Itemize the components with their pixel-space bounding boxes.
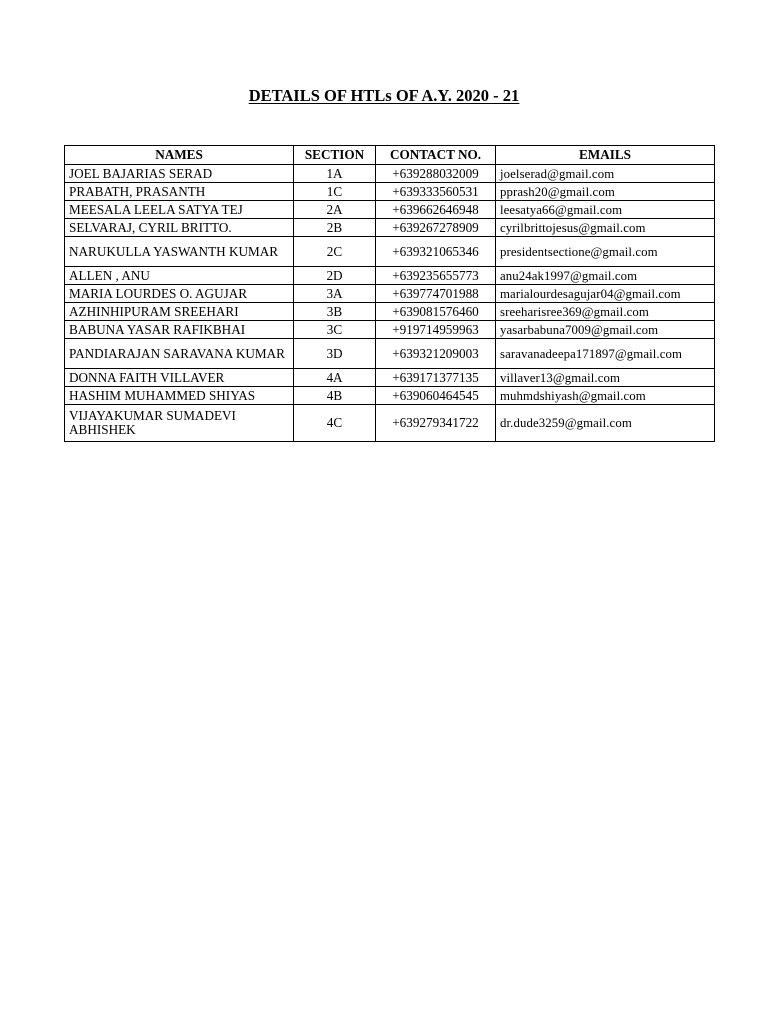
cell-contact: +639060464545 xyxy=(376,387,496,405)
table-row xyxy=(65,165,715,183)
cell-contact: +919714959963 xyxy=(376,321,496,339)
cell-contact: +639171377135 xyxy=(376,369,496,387)
cell-contact: +639279341722 xyxy=(376,405,496,442)
cell-email: muhmdshiyash@gmail.com xyxy=(496,387,715,405)
cell-email: anu24ak1997@gmail.com xyxy=(496,267,715,285)
cell-name: SELVARAJ, CYRIL BRITTO. xyxy=(65,219,294,237)
table-row xyxy=(65,219,715,237)
cell-contact: +639321065346 xyxy=(376,237,496,267)
cell-name: VIJAYAKUMAR SUMADEVI ABHISHEK xyxy=(65,405,294,442)
table-row xyxy=(65,405,715,442)
cell-section: 3B xyxy=(294,303,376,321)
cell-email: sreeharisree369@gmail.com xyxy=(496,303,715,321)
table-row xyxy=(65,183,715,201)
table-row xyxy=(65,201,715,219)
cell-email: yasarbabuna7009@gmail.com xyxy=(496,321,715,339)
cell-name: DONNA FAITH VILLAVER xyxy=(65,369,294,387)
cell-section: 3C xyxy=(294,321,376,339)
cell-email: joelserad@gmail.com xyxy=(496,165,715,183)
cell-name: BABUNA YASAR RAFIKBHAI xyxy=(65,321,294,339)
cell-contact: +639774701988 xyxy=(376,285,496,303)
table-row xyxy=(65,237,715,267)
table-row xyxy=(65,339,715,369)
cell-name: PANDIARAJAN SARAVANA KUMAR xyxy=(65,339,294,369)
table-row xyxy=(65,387,715,405)
cell-email: presidentsectione@gmail.com xyxy=(496,237,715,267)
table-row xyxy=(65,369,715,387)
cell-section: 3A xyxy=(294,285,376,303)
cell-section: 4C xyxy=(294,405,376,442)
cell-contact: +639235655773 xyxy=(376,267,496,285)
cell-email: saravanadeepa171897@gmail.com xyxy=(496,339,715,369)
header-section: SECTION xyxy=(294,146,376,165)
cell-contact: +639267278909 xyxy=(376,219,496,237)
table-row xyxy=(65,285,715,303)
cell-email: cyrilbrittojesus@gmail.com xyxy=(496,219,715,237)
cell-section: 3D xyxy=(294,339,376,369)
table-header-row xyxy=(65,146,715,165)
cell-name: MARIA LOURDES O. AGUJAR xyxy=(65,285,294,303)
document-title: DETAILS OF HTLs OF A.Y. 2020 - 21 xyxy=(248,86,520,105)
cell-email: dr.dude3259@gmail.com xyxy=(496,405,715,442)
cell-section: 1C xyxy=(294,183,376,201)
cell-contact: +639333560531 xyxy=(376,183,496,201)
header-emails: EMAILS xyxy=(496,146,715,165)
table-row xyxy=(65,303,715,321)
cell-section: 2B xyxy=(294,219,376,237)
cell-name: ALLEN , ANU xyxy=(65,267,294,285)
cell-email: leesatya66@gmail.com xyxy=(496,201,715,219)
cell-section: 4B xyxy=(294,387,376,405)
cell-email: villaver13@gmail.com xyxy=(496,369,715,387)
cell-email: marialourdesagujar04@gmail.com xyxy=(496,285,715,303)
cell-name: MEESALA LEELA SATYA TEJ xyxy=(65,201,294,219)
cell-section: 1A xyxy=(294,165,376,183)
cell-contact: +639662646948 xyxy=(376,201,496,219)
cell-name: AZHINHIPURAM SREEHARI xyxy=(65,303,294,321)
header-names: NAMES xyxy=(65,146,294,165)
cell-name: PRABATH, PRASANTH xyxy=(65,183,294,201)
cell-section: 2D xyxy=(294,267,376,285)
cell-name: NARUKULLA YASWANTH KUMAR xyxy=(65,237,294,267)
cell-section: 4A xyxy=(294,369,376,387)
table-row xyxy=(65,321,715,339)
cell-contact: +639081576460 xyxy=(376,303,496,321)
cell-contact: +639321209003 xyxy=(376,339,496,369)
cell-contact: +639288032009 xyxy=(376,165,496,183)
cell-section: 2C xyxy=(294,237,376,267)
table-row xyxy=(65,267,715,285)
cell-section: 2A xyxy=(294,201,376,219)
cell-email: pprash20@gmail.com xyxy=(496,183,715,201)
cell-name: HASHIM MUHAMMED SHIYAS xyxy=(65,387,294,405)
cell-name: JOEL BAJARIAS SERAD xyxy=(65,165,294,183)
htl-details-table xyxy=(64,145,715,442)
header-contact: CONTACT NO. xyxy=(376,146,496,165)
